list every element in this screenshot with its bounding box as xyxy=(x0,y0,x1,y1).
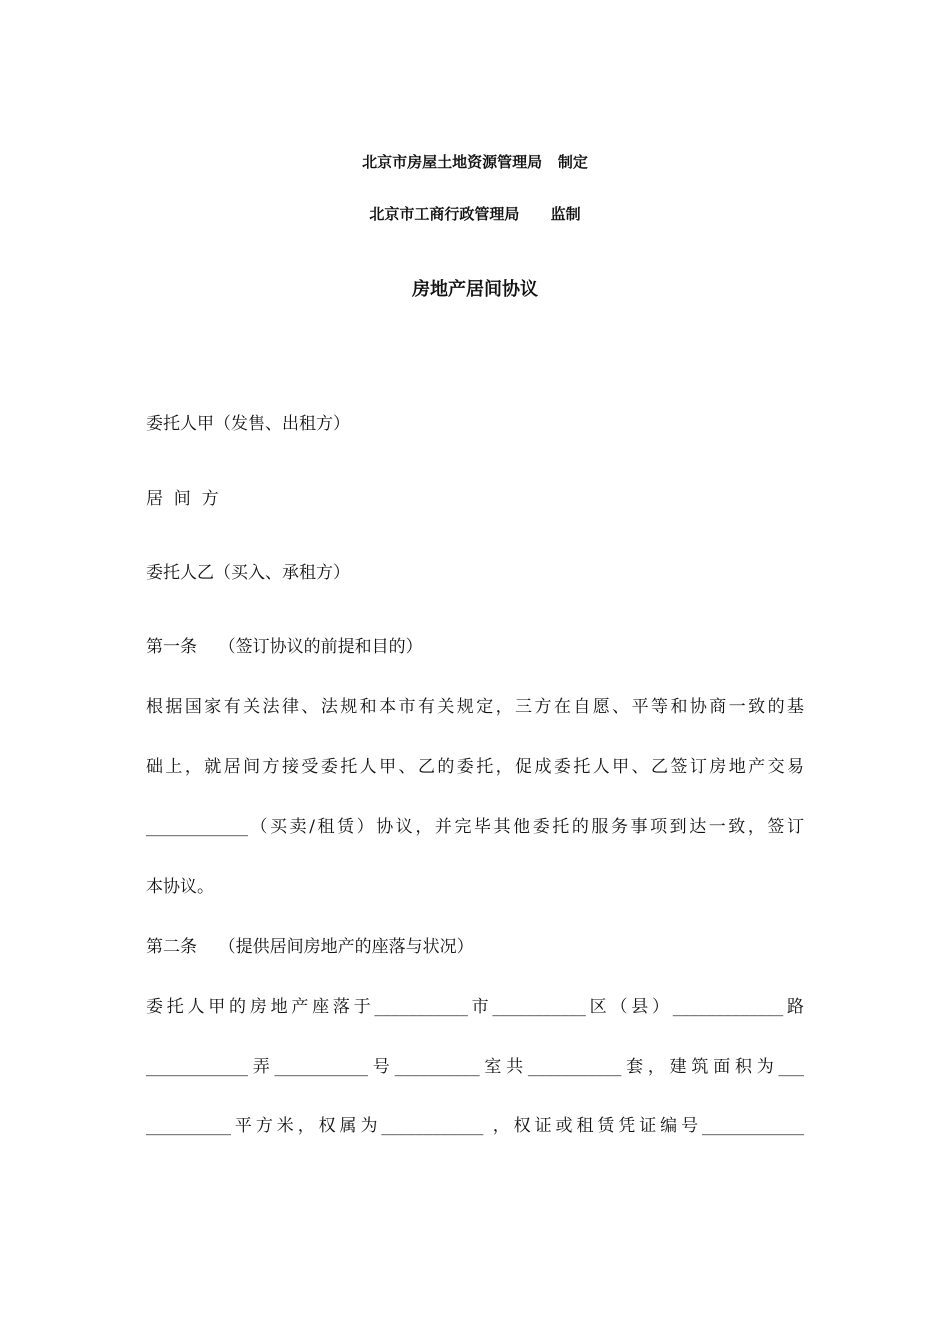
party-b-label: 委托人乙（买入、承租方） xyxy=(146,563,350,583)
article2-paragraph-line: ____________弄___________号__________室共___________套，建筑面积为___ xyxy=(146,1057,804,1077)
article1-heading: 第一条 （签订协议的前提和目的） xyxy=(146,637,423,657)
party-a-label: 委托人甲（发售、出租方） xyxy=(146,414,350,434)
article2-paragraph-line: __________平方米，权属为____________ ，权证或租赁凭证编号____________ xyxy=(146,1116,804,1136)
article1-paragraph-line: 础上，就居间方接受委托人甲、乙的委托，促成委托人甲、乙签订房地产交易 xyxy=(146,757,804,777)
supervisor-line: 北京市工商行政管理局 监制 xyxy=(369,205,581,223)
article2-paragraph-line: 委托人甲的房地产座落于___________市___________区（县）_____________路 xyxy=(146,997,804,1017)
document-title: 房地产居间协议 xyxy=(412,279,538,300)
issuer-line: 北京市房屋土地资源管理局 制定 xyxy=(362,153,588,171)
intermediary-label: 居 间 方 xyxy=(146,489,219,509)
article1-paragraph-line: 根据国家有关法律、法规和本市有关规定，三方在自愿、平等和协商一致的基 xyxy=(146,697,804,717)
article2-heading: 第二条 （提供居间房地产的座落与状况） xyxy=(146,937,474,957)
article1-paragraph-line: ____________（买卖/租赁）协议，并完毕其他委托的服务事项到达一致，签订 xyxy=(146,817,804,837)
article1-paragraph-line: 本协议。 xyxy=(146,877,214,897)
